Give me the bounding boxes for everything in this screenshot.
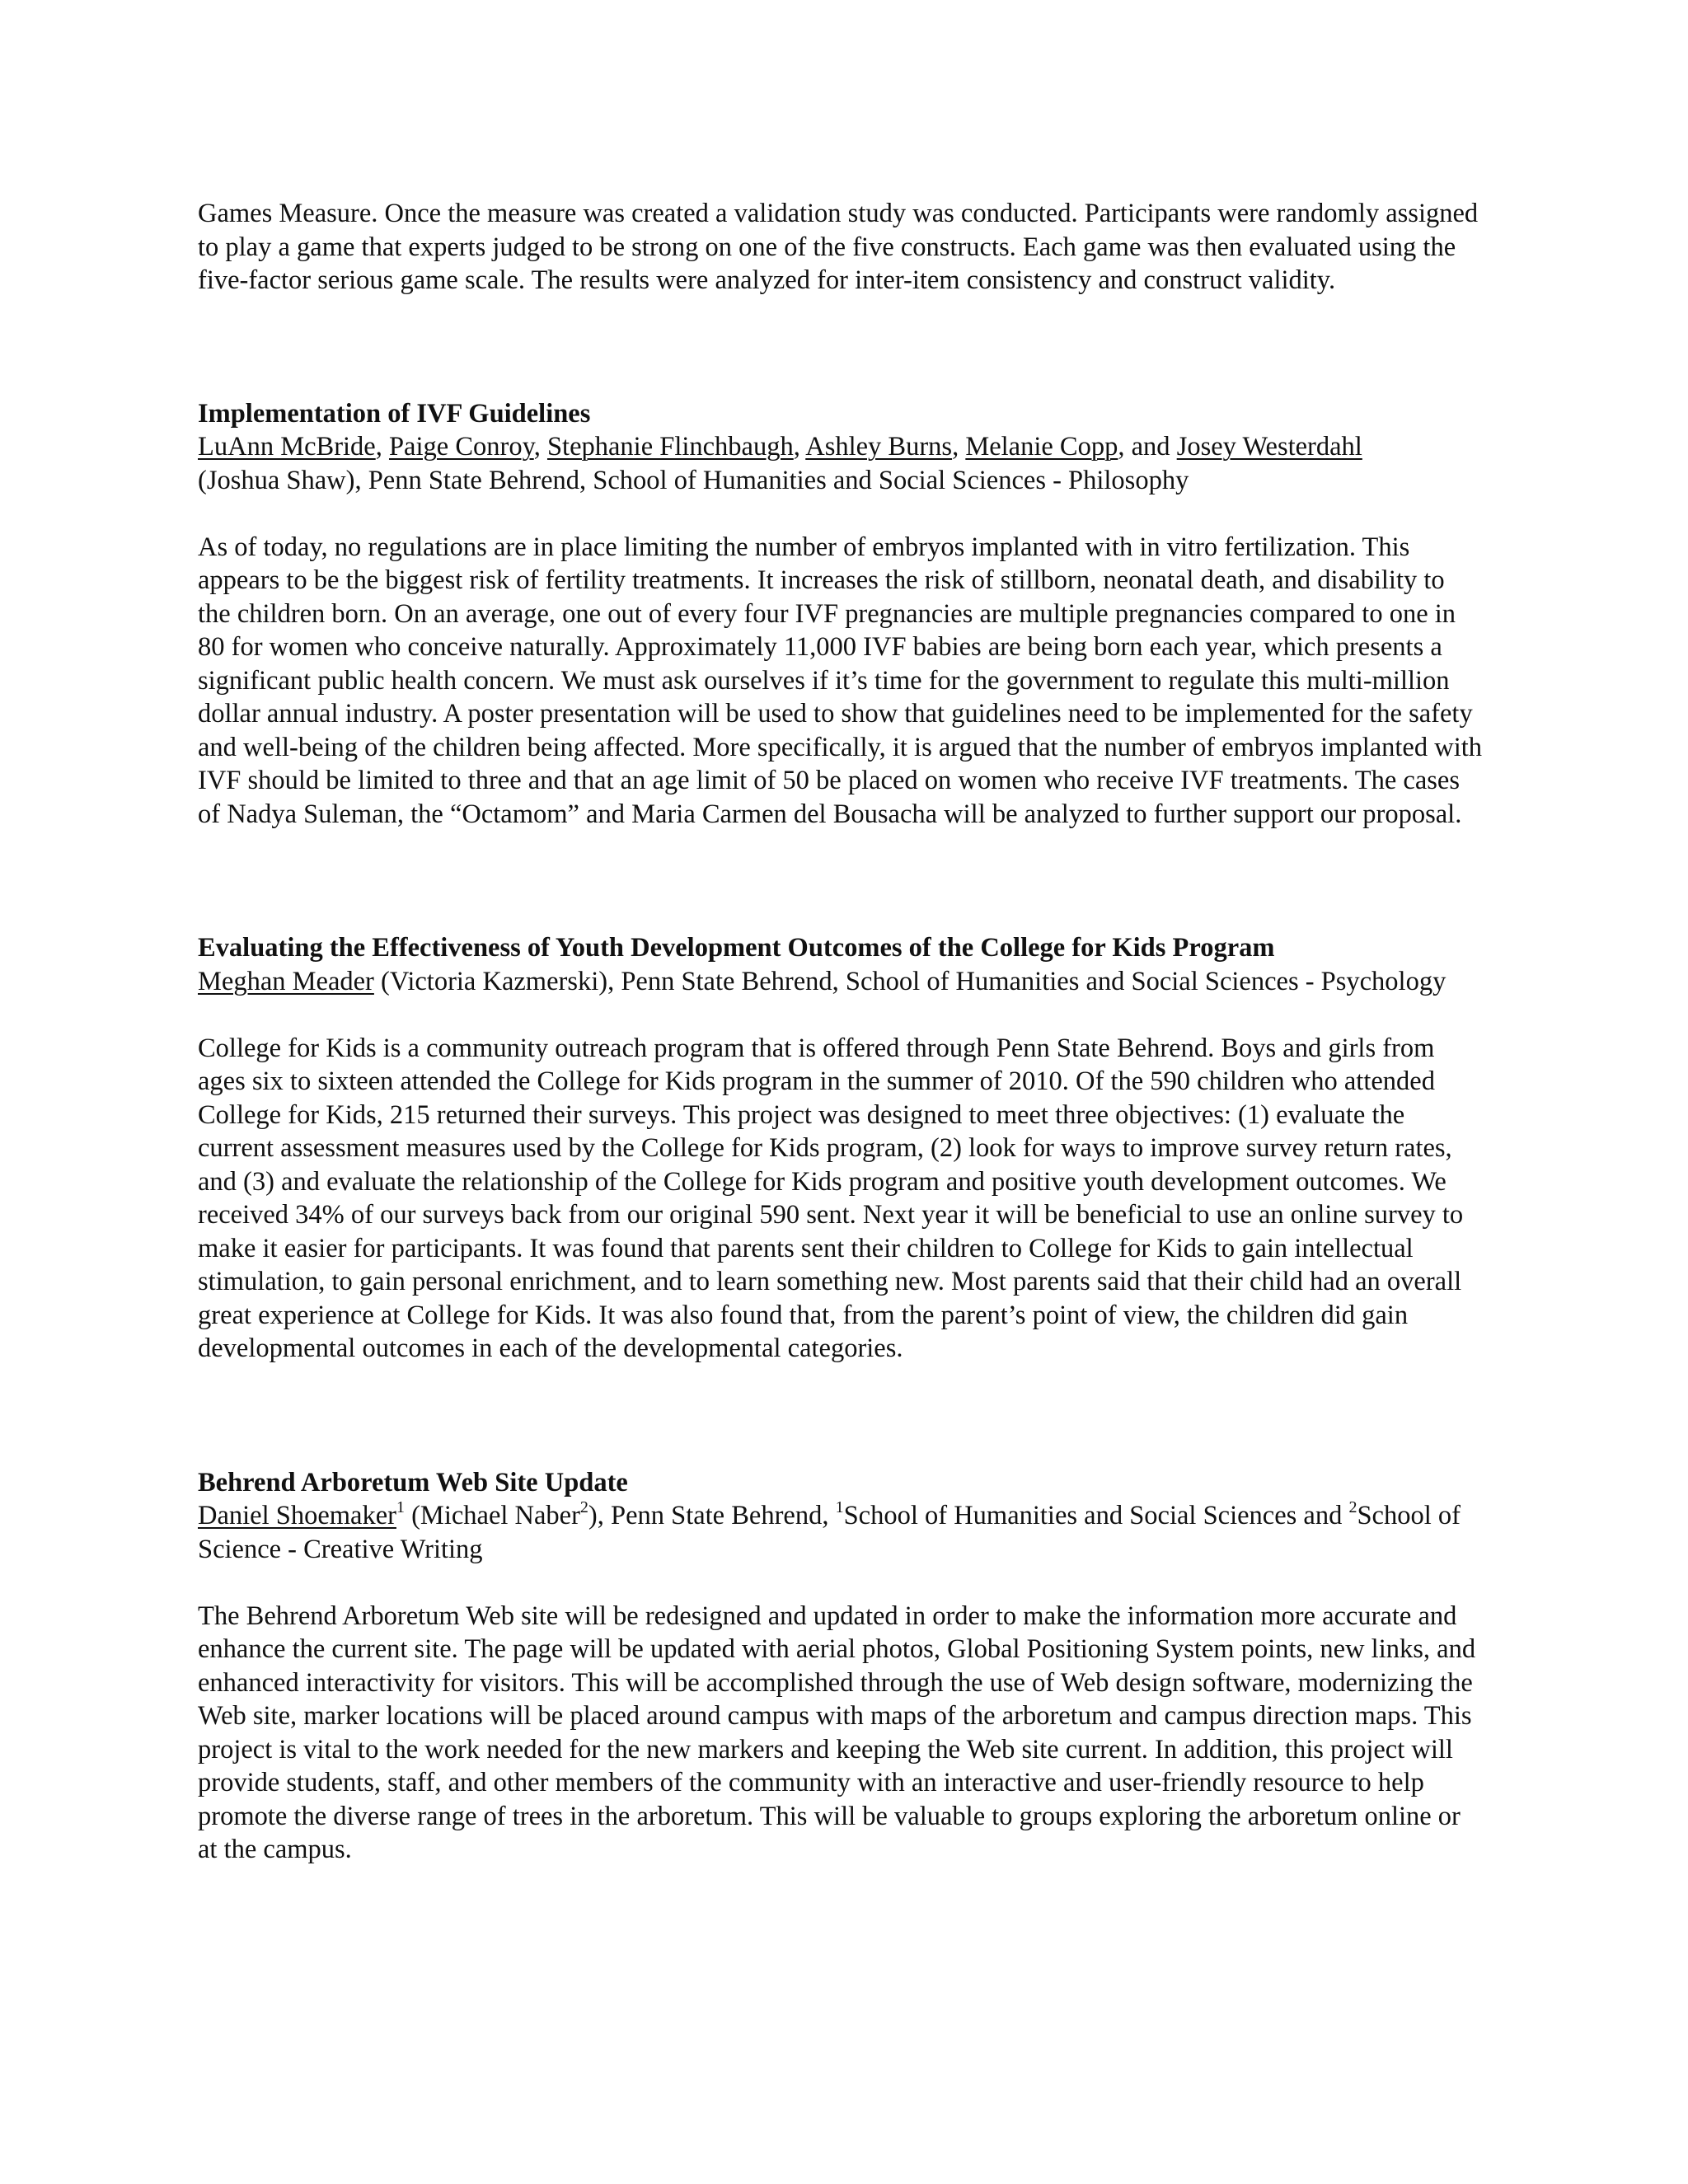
separator: , <box>533 432 547 462</box>
affiliation-line: (Joshua Shaw), Penn State Behrend, School of Humanities and Social Sciences - Philosophy <box>198 465 1189 495</box>
separator: , <box>375 432 389 462</box>
affiliation-text: School of Humanities and Social Sciences and <box>843 1501 1349 1530</box>
section-title: Behrend Arboretum Web Site Update <box>198 1467 628 1497</box>
affiliation-text: (Victoria Kazmerski), Penn State Behrend, School of Humanities and Social Sciences - Psychology <box>373 966 1447 996</box>
abstract-section-arboretum <box>198 1466 1484 1867</box>
document-page <box>198 197 1484 1867</box>
author-name: Ashley Burns <box>805 432 953 462</box>
author-name: Meghan Meader <box>198 966 374 996</box>
author-name: Josey Westerdahl <box>1176 432 1362 462</box>
superscript: 2 <box>1348 1498 1357 1517</box>
superscript: 1 <box>396 1498 405 1517</box>
section-title: Implementation of IVF Guidelines <box>198 398 591 429</box>
separator: , <box>952 432 966 462</box>
advisor-text: (Michael Naber <box>404 1501 580 1530</box>
author-name: Stephanie Flinchbaugh <box>546 432 794 462</box>
author-line <box>198 1499 1484 1566</box>
abstract-paragraph: The Behrend Arboretum Web site will be redesigned and updated in order to make the information more accurate and enhance the current site. The page will be updated with aerial photos, Global Positioning System points, new links, and enhanced interactivity for visitors. This will be accomplished through the use of Web design software, modernizing the Web site, marker locations will be placed around campus with maps of the arboretum and campus direction maps. This project is vital to the work needed for the new markers and keeping the Web site current. In addition, this project will provide students, staff, and other members of the community with an interactive and user-friendly resource to help promote the diverse range of trees in the arboretum. This will be valuable to groups exploring the arboretum online or at the campus. <box>198 1601 1476 1864</box>
superscript: 2 <box>579 1498 588 1517</box>
section-title: Evaluating the Effectiveness of Youth Development Outcomes of the College for Kids Program <box>198 933 1275 963</box>
separator: , <box>793 432 806 462</box>
intro-paragraph: Games Measure. Once the measure was created a validation study was conducted. Participants were randomly assigned to play a game that experts judged to be strong on one of the five constructs. Each game was then evaluated using the five-factor serious game scale. The results were analyzed for inter-item consistency and construct validity. <box>198 199 1479 295</box>
author-name: Paige Conroy <box>388 432 534 462</box>
author-line <box>198 430 1484 464</box>
author-name: Daniel Shoemaker <box>198 1501 396 1530</box>
author-name: Melanie Copp <box>965 432 1118 462</box>
author-line <box>198 965 1484 999</box>
separator: , and <box>1118 432 1177 462</box>
abstract-paragraph: As of today, no regulations are in place limiting the number of embryos implanted with in vitro fertilization. This appears to be the biggest risk of fertility treatments. It increases the risk of stillborn, neonatal death, and disability to the children born. On an average, one out of every four IVF pregnancies are multiple pregnancies compared to one in 80 for women who conceive naturally. Approximately 11,000 IVF babies are being born each year, which presents a significant public health concern. We must ask ourselves if it’s time for the government to regulate this multi-million dollar annual industry. A poster presentation will be used to show that guidelines need to be implemented for the safety and well-being of the children being affected. More specifically, it is argued that the number of embryos implanted with IVF should be limited to three and that an age limit of 50 be placed on women who receive IVF treatments. The cases of Nadya Suleman, the “Octamom” and Maria Carmen del Bousacha will be analyzed to further support our proposal. <box>198 532 1483 829</box>
affiliation-text: ), Penn State Behrend, <box>588 1501 836 1530</box>
superscript: 1 <box>835 1498 844 1517</box>
abstract-paragraph: College for Kids is a community outreach program that is offered through Penn State Behrend. Boys and girls from ages six to sixteen attended the College for Kids program in the summer of 2010. Of the 590 children who attended College for Kids, 215 returned their surveys. This project was designed to meet three objectives: (1) evaluate the current assessment measures used by the College for Kids program, (2) look for ways to improve survey return rates, and (3) and evaluate the relationship of the College for Kids program and positive youth development outcomes. We received 34% of our surveys back from our original 590 sent. Next year it will be beneficial to use an online survey to make it easier for participants. It was found that parents sent their children to College for Kids to gain intellectual stimulation, to gain personal enrichment, and to learn something new. Most parents said that their child had an overall great experience at College for Kids. It was also found that, from the parent’s point of view, the children did gain developmental outcomes in each of the developmental categories. <box>198 1033 1464 1363</box>
author-name: LuAnn McBride <box>198 432 376 462</box>
affiliation-text: School of Science - Creative Writing <box>198 1501 1461 1564</box>
abstract-section-ivf <box>198 397 1484 832</box>
abstract-section-college-for-kids <box>198 931 1484 1366</box>
